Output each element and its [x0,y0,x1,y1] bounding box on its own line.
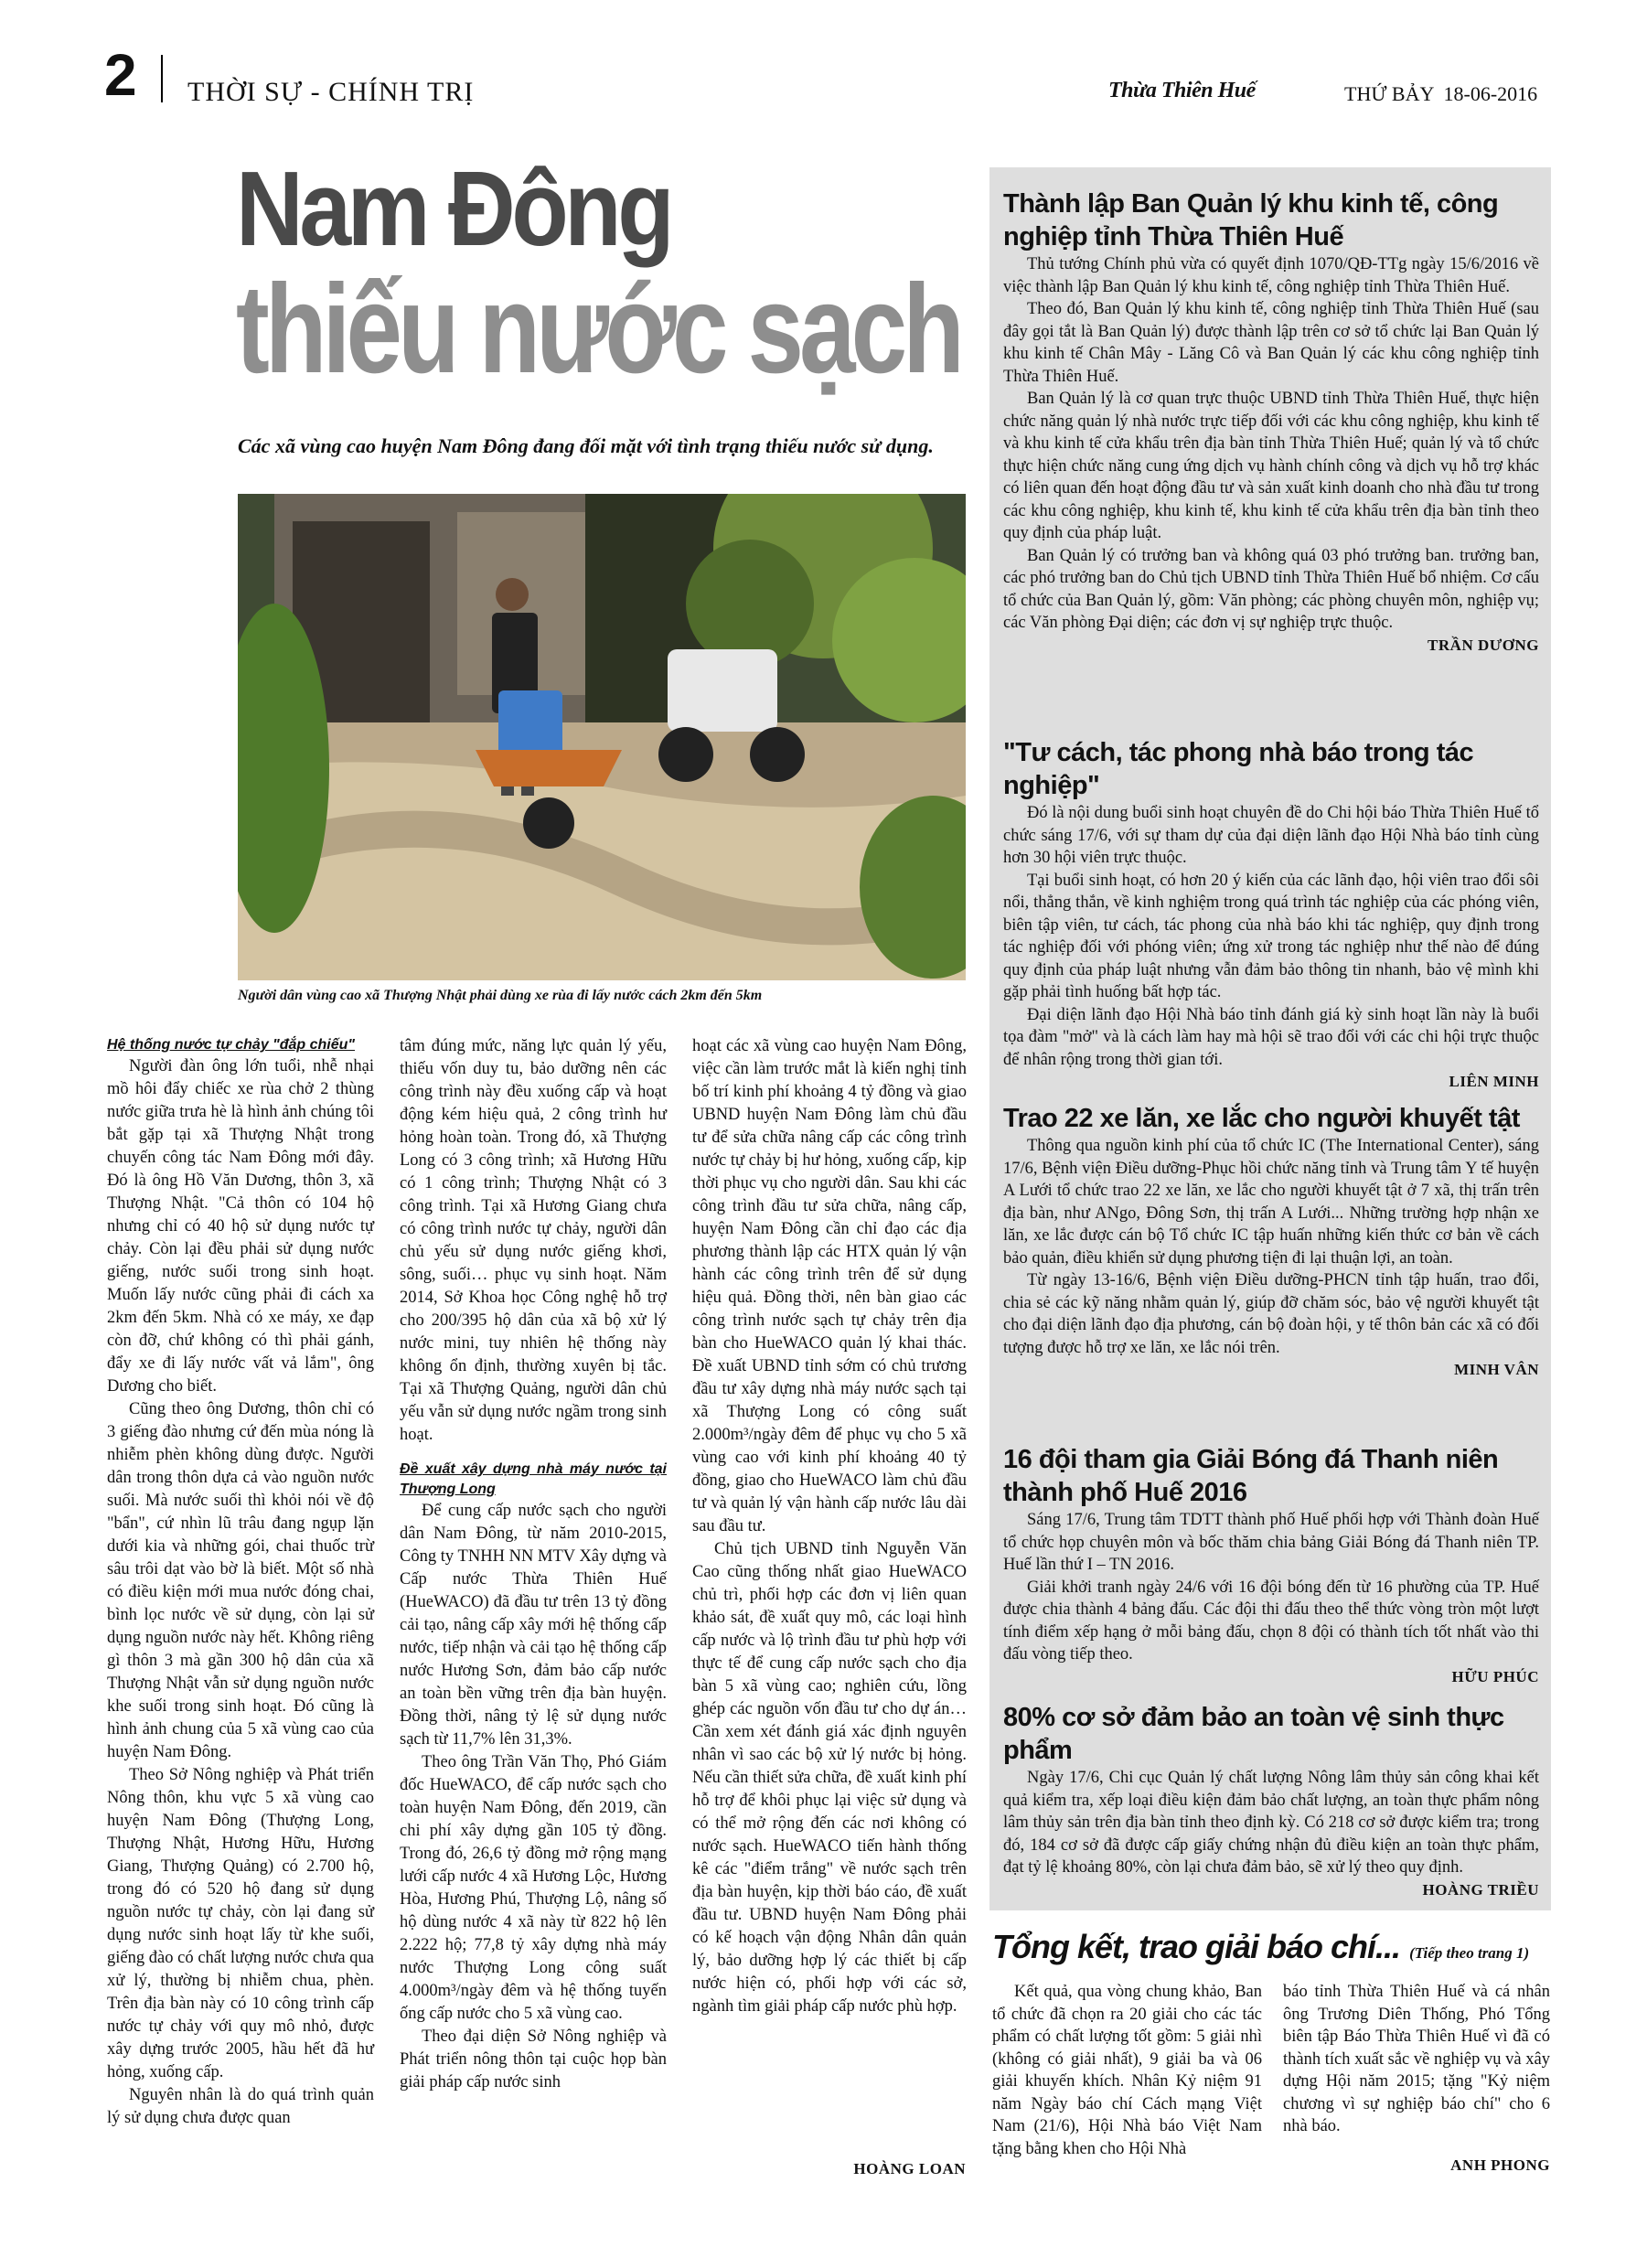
issue-date: THỨ BẢY 18-06-2016 [1344,82,1538,105]
article-paragraph: Chủ tịch UBND tỉnh Nguyễn Văn Cao cũng thống nhất giao HueWACO chủ trì, phối hợp các đơn vị liên quan khảo sát, đề xuất quy mô, các loại hình cấp nước và lộ trình đầu tư phù hợp với thực tế để cung cấp nước sạch cho địa bàn 5 xã vùng cao; nghiên cứu, lồng ghép các nguồn vốn đầu tư cho dự án… Cần xem xét đánh giá xác định nguyên nhân vì sao các bộ xử lý nước bị hỏng. Nếu cần thiết sửa chữa, đề xuất kinh phí hỗ trợ để khôi phục lại việc sử dụng và có thể mở rộng đến các nơi không có nước sạch. HueWACO tiến hành thống kê các "điểm trắng" về nước sạch trên địa bàn huyện, kịp thời báo cáo, đề xuất đầu tư. UBND huyện Nam Đông phải có kế hoạch vận động Nhân dân quản lý, bảo dưỡng hợp lý các thiết bị cấp nước hiện có, phối hợp với các sở, ngành tìm giải pháp cấp nước phù hợp. [692,1540,967,2016]
article-paragraph: Cũng theo ông Dương, thôn chỉ có 3 giếng đào nhưng cứ đến mùa nóng là nhiễm phèn không dùng được. Người dân trong thôn dựa cả vào nguồn nước suối. Mà nước suối thì khỏi nói về độ "bẩn", cứ nhìn lũ trâu đang ngụp lặn dưới kia và những gói, chai thuốc trừ sâu trôi dạt vào bờ là biết. Một số nhà có điều kiện mới mua nước đóng chai, bình lọc nước về sử dụng, còn lại sử dụng nguồn nước này hết. Không riêng gì thôn 3 mà gần 300 hộ dân của xã Thượng Nhật vẫn sử dụng nguồn nước khe suối trong sinh hoạt. Đó cũng là hình ảnh chung của 5 xã vùng cao của huyện Nam Đông. [107,1400,374,1761]
bottom-column-2 [1283,1981,1550,2138]
article-sapo: Các xã vùng cao huyện Nam Đông đang đối mặt với tình trạng thiếu nước sử dụng. [238,434,934,457]
article-column-1 [107,1035,374,2130]
article-subhead-2: Đề xuất xây dựng nhà máy nước tại Thượng Long [400,1461,667,1497]
article-paragraph: hoạt các xã vùng cao huyện Nam Đông, việc cần làm trước mắt là kiến nghị tỉnh bố trí kinh phí khoảng 4 tỷ đồng và giao UBND huyện Nam Đông làm chủ đầu tư để sửa chữa nâng cấp các công trình nước tự chảy bị hư hỏng, xuống cấp, kịp thời phục vụ cho người dân. Sau khi các công trình đầu tư sửa chữa, nâng cấp, huyện Nam Đông cần chỉ đạo các địa phương thành lập các HTX quản lý vận hành các công trình trên để sử dụng hiệu quả. Đồng thời, nên bàn giao các công trình nước sạch tự chảy trên địa bàn cho HueWACO quản lý khai thác. Đề xuất UBND tỉnh sớm có chủ trương đầu tư xây dựng nhà máy nước sạch tại xã Thượng Long có công suất 2.000m³/ngày đêm để phục vụ cho 5 xã vùng cao với kinh phí khoảng 40 tỷ đồng, giao cho HueWACO làm chủ đầu tư và quản lý vận hành cấp nước lâu dài sau đầu tư. [692,1037,967,1535]
sidebar-byline: MINH VÂN [1454,1361,1539,1378]
article-title-line1: Nam Đông [236,149,671,268]
article-paragraph: Để cung cấp nước sạch cho người dân Nam Đông, từ năm 2010-2015, Công ty TNHH NN MTV Xây dựng và Cấp nước Thừa Thiên Huế (HueWACO) đã đầu tư trên 13 tỷ đồng cải tạo, nâng cấp xây mới hệ thống cấp nước, tiếp nhận và cải tạo hệ thống cấp nước Hương Sơn, đảm bảo cấp nước an toàn bền vững trên địa bàn huyện. Đồng thời, nâng tỷ lệ sử dụng nước sạch từ 11,7% lên 31,3%. [400,1502,667,1749]
sidebar-paragraph: Sáng 17/6, Trung tâm TDTT thành phố Huế phối hợp với Thành đoàn Huế tổ chức họp chuyên môn và bốc thăm chia bảng Giải Bóng đá Thanh niên TP. Huế lần thứ I – TN 2016. [1003,1511,1539,1574]
bottom-article-title [992,1928,1550,1966]
article-author: HOÀNG LOAN [853,2160,966,2177]
sidebar-paragraph: Theo đó, Ban Quản lý khu kinh tế, công nghiệp tỉnh Thừa Thiên Huế (sau đây gọi tắt là Ban Quản lý) được thành lập trên cơ sở tổ chức lại Ban Quản lý khu kinh tế Chân Mây - Lăng Cô và Ban Quản lý các khu công nghiệp tỉnh Thừa Thiên Huế. [1003,300,1539,386]
section-label: THỜI SỰ - CHÍNH TRỊ [187,77,475,107]
sidebar-item-title: Trao 22 xe lăn, xe lắc cho người khuyết tật [1003,1104,1520,1133]
sidebar-paragraph: Thủ tướng Chính phủ vừa có quyết định 1070/QĐ-TTg ngày 15/6/2016 về việc thành lập Ban Quản lý khu kinh tế, công nghiệp tỉnh Thừa Thiên Huế. [1003,255,1539,296]
sidebar-item-3 [1003,1102,1539,1379]
sidebar-byline: HOÀNG TRIỀU [1422,1880,1539,1899]
sidebar-byline: HỮU PHÚC [1451,1667,1539,1685]
page-number: 2 [104,42,137,108]
bottom-paragraph: Kết quả, qua vòng chung khảo, Ban tổ chức đã chọn ra 20 giải cho các tác phẩm có chất lượng tốt gồm: 5 giải nhì (không có giải nhất), 9 giải ba và 06 giải khuyến khích. Nhân Kỷ niệm 91 năm Ngày báo chí Cách mạng Việt Nam (21/6), Hội Nhà báo Việt Nam tặng bằng khen cho Hội Nhà [992,1983,1262,2158]
article-paragraph: Người đàn ông lớn tuổi, nhễ nhại mồ hôi đẩy chiếc xe rùa chở 2 thùng nước giữa trưa hè là hình ảnh chúng tôi bắt gặp tại xã Thượng Nhật trong chuyến công tác Nam Đông mới đây. Đó là ông Hồ Văn Dương, thôn 3, xã Thượng Nhật. "Cả thôn có 104 hộ nhưng chỉ có 40 hộ sử dụng nước tự chảy. Còn lại đều phải sử dụng nước giếng, nước suối trong sinh hoạt. Muốn lấy nước cũng phải đi cách xa 2km đến 5km. Nhà có xe máy, xe đạp còn đỡ, chứ không có thì phải gánh, đẩy xe đi lấy nước vất vả lắm", ông Dương cho biết. [107,1057,374,1396]
sidebar-paragraph: Thông qua nguồn kinh phí của tổ chức IC (The International Center), sáng 17/6, Bệnh viện Điều dưỡng-Phục hồi chức năng tỉnh và Trung tâm Y tế huyện A Lưới tổ chức trao 22 xe lăn, xe lắc cho người khuyết tật ở 7 xã, thị trấn trên địa bàn, như ANgo, Đông Sơn, thị trấn A Lưới... Những trường hợp nhận xe lăn, xe lắc được cán bộ Tổ chức IC tập huấn những kiến thức cơ bản về cách bảo quản, điều khiển sử dụng phương tiện đi lại thuận lợi, an toàn. [1003,1137,1539,1268]
article-paragraph: Theo đại diện Sở Nông nghiệp và Phát triển nông thôn tại cuộc họp bàn giải pháp cấp nước sinh [400,2027,667,2091]
sidebar-item-5 [1003,1701,1539,1899]
article-title-line2: thiếu nước sạch [236,259,960,400]
sidebar-paragraph: Đại diện lãnh đạo Hội Nhà báo tỉnh đánh giá kỳ sinh hoạt lần này là buổi tọa đàm "mở" và là cách làm hay mà hội sẽ trao đổi với các chi hội trực thuộc để nhân rộng trong thời gian tới. [1003,1005,1539,1069]
sidebar-paragraph: Tại buổi sinh hoạt, có hơn 20 ý kiến của các lãnh đạo, hội viên trao đổi sôi nổi, thẳng thắn, về kinh nghiệm trong quá trình tác nghiệp của các phóng viên, biên tập viên, tư cách, tác phong của nhà báo khi tác nghiệp, quy định trong tác nghiệp đối với phóng viên; ứng xử trong tác nghiệp như thế nào để đúng quy định của pháp luật nhưng vẫn đảm bảo thông tin nhanh, bảo vệ mình khi gặp phải tình huống bất hợp tác. [1003,871,1539,1001]
sidebar-byline: TRẦN DƯƠNG [1428,636,1539,654]
photo-caption: Người dân vùng cao xã Thượng Nhật phải dùng xe rùa đi lấy nước cách 2km đến 5km [238,988,763,1003]
article-column-3 [692,1035,967,2018]
article-paragraph: Nguyên nhân là do quá trình quản lý sử dụng chưa được quan [107,2086,374,2127]
sidebar-paragraph: Từ ngày 13-16/6, Bệnh viện Điều dưỡng-PHCN tỉnh tập huấn, trao đổi, chia sẻ các kỹ năng nhằm quản lý, giúp đỡ chăm sóc, bảo vệ người khuyết tật cho đại diện lãnh đạo địa phương, cán bộ đoàn hội, y tế thôn bản các xã có đối tượng được hỗ trợ xe lăn, xe lắc nói trên. [1003,1271,1539,1357]
sidebar-item-title: Thành lập Ban Quản lý khu kinh tế, công nghiệp tỉnh Thừa Thiên Huế [1003,189,1499,251]
bottom-paragraph: báo tỉnh Thừa Thiên Huế và cá nhân ông Trương Diên Thống, Phó Tổng biên tập Báo Thừa Thiên Huế vì đã có thành tích xuất sắc về nghiệp vụ và xây dựng Hội năm 2015; tặng "Kỷ niệm chương vì sự nghiệp báo chí" cho 6 nhà báo. [1283,1983,1550,2135]
sidebar-paragraph: Giải khởi tranh ngày 24/6 với 16 đội bóng đến từ 16 phường của TP. Huế được chia thành 4 bảng đấu. Các đội thi đấu theo thể thức vòng tròn một lượt tính điểm xếp hạng ở mỗi bảng đấu, chọn 8 đội có thành tích tốt nhất vào thi đấu vòng tiếp theo. [1003,1578,1539,1664]
sidebar-item-2 [1003,736,1539,1091]
masthead-logo: Thừa Thiên Huế [1108,79,1256,102]
sidebar-paragraph: Ban Quản lý có trưởng ban và không quá 03 phó trưởng ban. trưởng ban, các phó trưởng ban do Chủ tịch UBND tỉnh Thừa Thiên Huế bổ nhiệm. Cơ cấu tổ chức của Ban Quản lý, gồm: Văn phòng; các phòng chuyên môn, nghiệp vụ; các Văn phòng Đại diện; các đơn vị sự nghiệp trực thuộc. [1003,546,1539,632]
article-photo [238,494,966,980]
bottom-byline: ANH PHONG [1450,2156,1550,2174]
article-column-2 [400,1035,667,2094]
bottom-column-1 [992,1981,1262,2160]
sidebar-item-title: 80% cơ sở đảm bảo an toàn vệ sinh thực phẩm [1003,1703,1504,1765]
bottom-title: Tổng kết, trao giải báo chí... [992,1928,1401,1965]
sidebar-item-title: 16 đội tham gia Giải Bóng đá Thanh niên thành phố Huế 2016 [1003,1445,1499,1507]
article-paragraph: tâm đúng mức, năng lực quản lý yếu, thiếu vốn duy tu, bảo dưỡng nên các công trình này đều xuống cấp và hoạt động kém hiệu quả, 2 công trình hư hỏng hoàn toàn. Trong đó, xã Thượng Long có 3 công trình; xã Hương Hữu có 1 công trình; Thượng Nhật có 3 công trình. Tại xã Hương Giang chưa có công trình nước tự chảy, người dân chủ yếu sử dụng nước giếng khơi, sông, suối… phục vụ sinh hoạt. Năm 2014, Sở Khoa học Công nghệ hỗ trợ cho 200/395 hộ dân của xã bộ xử lý nước mini, tuy nhiên hệ thống này không ổn định, thường xuyên bị tắc. Tại xã Thượng Quảng, người dân chủ yếu vẫn sử dụng nước ngầm trong sinh hoạt. [400,1037,667,1444]
article-paragraph: Theo Sở Nông nghiệp và Phát triển Nông thôn, khu vực 5 xã vùng cao huyện Nam Đông (Thượng Long, Thượng Nhật, Hương Hữu, Hương Giang, Thượng Quảng) có 2.700 hộ, trong đó có 520 hộ đang sử dụng nguồn nước tự chảy, còn lại đang sử dụng nước sinh hoạt lấy từ khe suối, giếng đào có chất lượng nước chưa qua xử lý, thường bị nhiễm chua, phèn. Trên địa bàn này có 10 công trình cấp nước tự chảy với quy mô nhỏ, được xây dựng trước 2005, hầu hết đã hư hỏng, xuống cấp. [107,1766,374,2081]
sidebar-paragraph: Ngày 17/6, Chi cục Quản lý chất lượng Nông lâm thủy sản công khai kết quả kiểm tra, xếp loại điều kiện đảm bảo chất lượng, an toàn thực phẩm nông lâm thủy sản trên địa bàn tỉnh theo định kỳ. Có 218 cơ sở được kiểm tra; trong đó, 184 cơ sở đã được cấp giấy chứng nhận đủ điều kiện an toàn thực phẩm, đạt tỷ lệ khoảng 80%, còn lại chưa đảm bảo, sẽ xử lý theo quy định. [1003,1769,1539,1877]
article-paragraph: Theo ông Trần Văn Thọ, Phó Giám đốc HueWACO, để cấp nước sạch cho toàn huyện Nam Đông, đến 2019, cần chi phí xây dựng gần 105 tỷ đồng. Trong đó, 26,6 tỷ đồng mở rộng mạng lưới cấp nước 4 xã Hương Lộc, Hương Hòa, Hương Phú, Thượng Lộ, nâng số hộ dùng nước 4 xã này từ 822 hộ lên 2.222 hộ; 77,8 tỷ xây dựng nhà máy nước Thượng Long công suất 4.000m³/ngày đêm và hệ thống tuyến ống cấp nước cho 5 xã vùng cao. [400,1753,667,2023]
sidebar-paragraph: Ban Quản lý là cơ quan trực thuộc UBND tỉnh Thừa Thiên Huế, thực hiện chức năng quản lý nhà nước trực tiếp đối với các khu công nghiệp, khu kinh tế và khu kinh tế cửa khẩu trên địa bàn tỉnh Thừa Thiên Huế; quản lý và tổ chức thực hiện chức năng cung ứng dịch vụ hành chính công và dịch vụ hỗ trợ khác có liên quan đến hoạt động đầu tư và sản xuất kinh doanh cho nhà đầu tư trong các khu công nghiệp, khu kinh tế, khu kinh tế cửa khẩu trên địa bàn tỉnh theo quy định của pháp luật. [1003,390,1539,542]
header-divider [161,55,163,102]
sidebar-item-title: "Tư cách, tác phong nhà báo trong tác nghiệp" [1003,738,1474,800]
sidebar-paragraph: Đó là nội dung buổi sinh hoạt chuyên đề do Chi hội báo Thừa Thiên Huế tổ chức sáng 17/6, với sự tham dự của đại diện lãnh đạo Hội Nhà báo tỉnh cùng hơn 30 hội viên trực thuộc. [1003,804,1539,867]
sidebar-item-1 [1003,187,1539,655]
continued-note: (Tiếp theo trang 1) [1409,1944,1530,1962]
sidebar-byline: LIÊN MINH [1449,1073,1539,1090]
sidebar-item-4 [1003,1443,1539,1686]
article-subhead-1: Hệ thống nước tự chảy "đắp chiếu" [107,1037,356,1053]
